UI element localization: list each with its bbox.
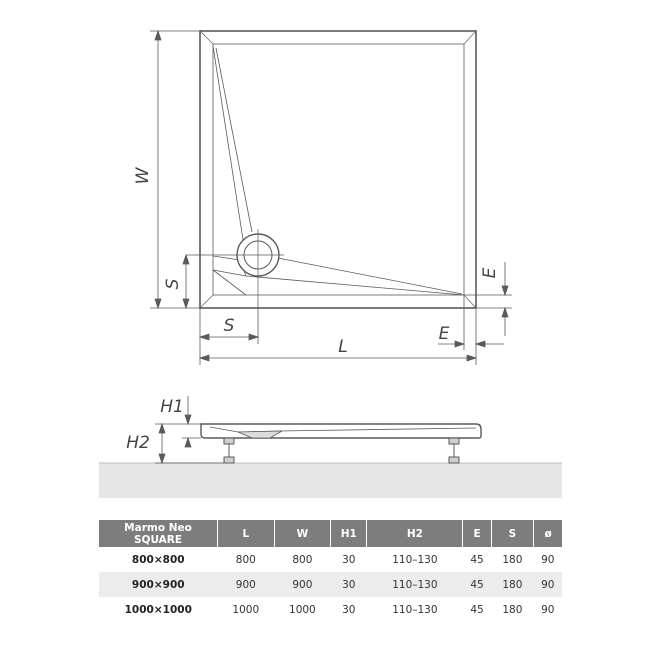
- s-vertical-label: S: [163, 278, 183, 290]
- floor: [99, 463, 562, 498]
- slope-line-vertical: [213, 46, 244, 246]
- w-label: W: [133, 167, 153, 185]
- cell-s: 180: [491, 547, 533, 572]
- slope-line-vertical-2: [216, 48, 252, 232]
- table-row: [99, 597, 562, 622]
- l-label: L: [338, 337, 348, 357]
- slope-line-horizontal: [246, 276, 464, 295]
- drain-channel-2: [213, 270, 246, 295]
- cell-h2: 110–130: [367, 597, 463, 622]
- cell-h2: 110–130: [367, 572, 463, 597]
- header-s: S: [491, 520, 533, 547]
- cell-model: 800×800: [99, 547, 218, 572]
- cell-l: 1000: [218, 597, 275, 622]
- plan-view: [200, 31, 476, 308]
- cell-e: 45: [463, 597, 491, 622]
- header-l: L: [218, 520, 275, 547]
- h2-label: H2: [126, 433, 150, 453]
- cell-s: 180: [491, 572, 533, 597]
- header-w: W: [274, 520, 331, 547]
- cell-l: 900: [218, 572, 275, 597]
- tray-profile: [201, 424, 481, 438]
- cell-model: 900×900: [99, 572, 218, 597]
- cell-h1: 30: [331, 597, 367, 622]
- cell-diameter: 90: [534, 597, 562, 622]
- dimension-h1: [182, 396, 201, 447]
- cell-diameter: 90: [534, 572, 562, 597]
- cell-e: 45: [463, 572, 491, 597]
- cell-s: 180: [491, 597, 533, 622]
- rim-corner-br: [464, 295, 476, 308]
- header-model: Marmo Neo SQUARE: [99, 520, 218, 547]
- table-header-row: [99, 520, 562, 547]
- cell-diameter: 90: [534, 547, 562, 572]
- side-view: [99, 424, 562, 498]
- rim-corner-tr: [464, 31, 476, 44]
- s-horizontal-label: S: [223, 316, 235, 336]
- cell-w: 1000: [274, 597, 331, 622]
- header-h1: H1: [331, 520, 367, 547]
- cell-model: 1000×1000: [99, 597, 218, 622]
- dimension-s-vertical: [183, 255, 232, 308]
- h1-label: H1: [160, 397, 184, 417]
- table-row: [99, 547, 562, 572]
- leg-right: [449, 438, 459, 463]
- dimension-w: [150, 31, 200, 308]
- e-horizontal-label: E: [438, 324, 450, 344]
- cell-e: 45: [463, 547, 491, 572]
- leg-left: [224, 438, 234, 463]
- table-row: [99, 572, 562, 597]
- cell-h1: 30: [331, 547, 367, 572]
- cell-w: 900: [274, 572, 331, 597]
- cell-l: 800: [218, 547, 275, 572]
- header-h2: H2: [367, 520, 463, 547]
- rim-corner-tl: [200, 31, 213, 44]
- specifications-table: [99, 520, 562, 622]
- cell-w: 800: [274, 547, 331, 572]
- cell-h2: 110–130: [367, 547, 463, 572]
- rim-corner-bl: [200, 295, 213, 308]
- e-vertical-label: E: [480, 267, 500, 279]
- header-e: E: [463, 520, 491, 547]
- cell-h1: 30: [331, 572, 367, 597]
- slope-line-horizontal-2: [278, 258, 462, 294]
- header-diameter: ø: [534, 520, 562, 547]
